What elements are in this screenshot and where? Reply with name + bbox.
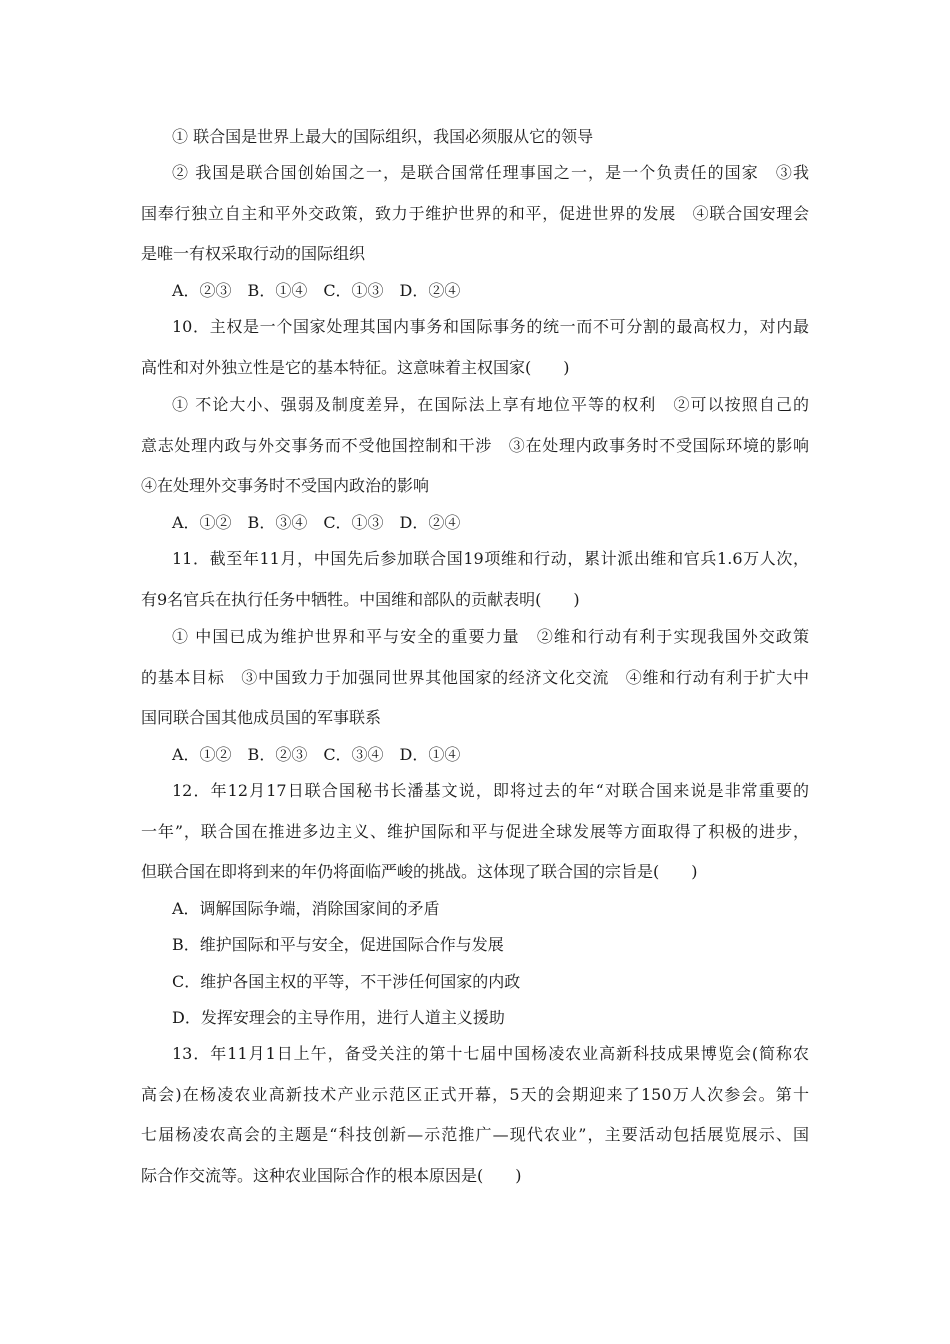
q10-stem-line-2: 高性和对外独立性是它的基本特征。这意味着主权国家( ) [141, 358, 570, 377]
q13-stem-line-3: 七届杨凌农高会的主题是“科技创新—示范推广—现代农业”，主要活动包括展览展示、国 [141, 1125, 809, 1144]
q9-option-1: ① 联合国是世界上最大的国际组织，我国必须服从它的领导 [172, 127, 594, 146]
q11-answer-choices: A．①② B．②③ C．③④ D．①④ [172, 745, 461, 764]
q9-answer-choices: A．②③ B．①④ C．①③ D．②④ [172, 281, 461, 300]
q10-option-4: ④在处理外交事务时不受国内政治的影响 [141, 476, 430, 495]
q10-option-1: ① 不论大小、强弱及制度差异，在国际法上享有地位平等的权利 ②可以按照自己的 [172, 395, 809, 414]
q13-stem-line-1: 13．年11月1日上午，备受关注的第十七届中国杨凌农业高新科技成果博览会(简称农 [172, 1044, 809, 1063]
q10-option-2-3: 意志处理内政与外交事务而不受他国控制和干涉 ③在处理内政事务时不受国际环境的影响 [141, 436, 809, 455]
q11-stem-line-1: 11．截至年11月，中国先后参加联合国19项维和行动，累计派出维和官兵1.6万人次， [172, 549, 809, 568]
q12-option-c: C．维护各国主权的平等，不干涉任何国家的内政 [172, 972, 521, 991]
q12-option-d: D．发挥安理会的主导作用，进行人道主义援助 [172, 1008, 505, 1027]
q9-option-4-line: 是唯一有权采取行动的国际组织 [141, 244, 366, 263]
q9-option-3-line: 国奉行独立自主和平外交政策，致力于维护世界的和平，促进世界的发展 ④联合国安理会 [141, 204, 809, 223]
q10-answer-choices: A．①② B．③④ C．①③ D．②④ [172, 513, 461, 532]
q13-stem-line-2: 高会)在杨凌农业高新技术产业示范区正式开幕，5天的会期迎来了150万人次参会。第十 [141, 1085, 809, 1104]
q11-option-4: 国同联合国其他成员国的军事联系 [141, 708, 382, 727]
q10-stem-line-1: 10．主权是一个国家处理其国内事务和国际事务的统一而不可分割的最高权力，对内最 [172, 317, 809, 336]
q12-stem-line-1: 12．年12月17日联合国秘书长潘基文说，即将过去的年“对联合国来说是非常重要的 [172, 781, 809, 800]
q12-stem-line-2: 一年”，联合国在推进多边主义、维护国际和平与促进全球发展等方面取得了积极的进步， [141, 822, 809, 841]
q11-option-1: ① 中国已成为维护世界和平与安全的重要力量 ②维和行动有利于实现我国外交政策 [172, 627, 809, 646]
q9-option-2-line-1: ② 我国是联合国创始国之一，是联合国常任理事国之一，是一个负责任的国家 ③我 [172, 163, 809, 182]
q12-stem-line-3: 但联合国在即将到来的年仍将面临严峻的挑战。这体现了联合国的宗旨是( ) [141, 862, 698, 881]
q13-stem-line-4: 际合作交流等。这种农业国际合作的根本原因是( ) [141, 1166, 522, 1185]
q12-option-a: A．调解国际争端，消除国家间的矛盾 [172, 899, 440, 918]
q12-option-b: B．维护国际和平与安全，促进国际合作与发展 [172, 935, 504, 954]
q11-stem-line-2: 有9名官兵在执行任务中牺牲。中国维和部队的贡献表明( ) [141, 590, 580, 609]
q11-option-2-3: 的基本目标 ③中国致力于加强同世界其他国家的经济文化交流 ④维和行动有利于扩大中 [141, 668, 809, 687]
